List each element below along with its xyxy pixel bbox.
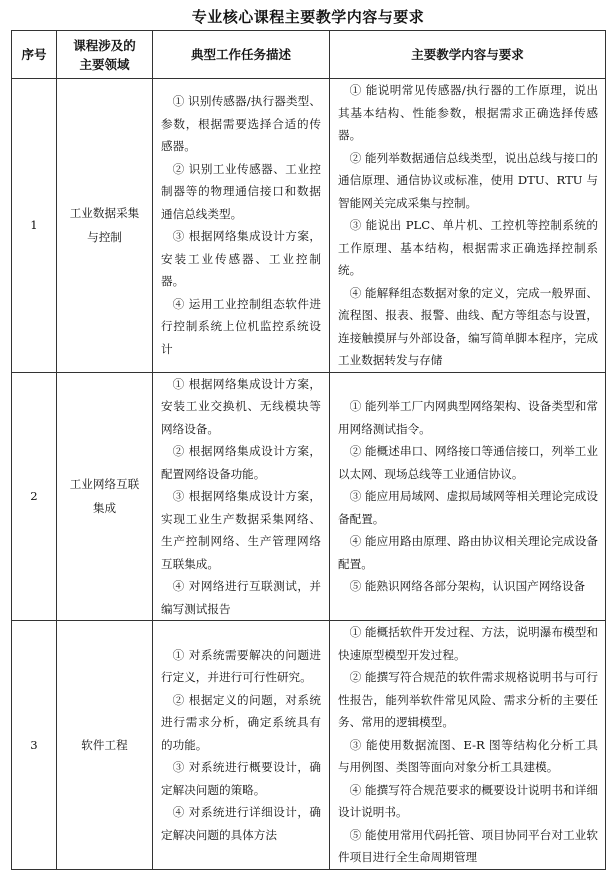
table-title: 专业核心课程主要教学内容与要求 xyxy=(191,8,425,26)
header-domain xyxy=(57,31,153,79)
task-item: ③ 对系统进行概要设计，确定解决问题的策略。 xyxy=(161,760,321,797)
content-item: ② 能撰写符合规范的软件需求规格说明书与可行性报告，能列举软件常见风险、需求分析的主要任务、常用的逻辑模型。 xyxy=(338,670,598,729)
task-item: ④ 对网络进行互联测试，并编写测试报告 xyxy=(161,579,321,616)
content-item: ② 能列举数据通信总线类型，说出总线与接口的通信原理、通信协议或标准，使用 DTU、RTU 与智能网关完成采集与控制。 xyxy=(338,150,598,210)
content-item: ① 能说明常见传感器/执行器的工作原理，说出其基本结构、性能参数，根据需求正确选择传感器。 xyxy=(338,83,598,142)
content-item: ① 能概括软件开发过程、方法，说明瀑布模型和快速原型模型开发过程。 xyxy=(338,625,598,662)
row-domain-line1: 工业网络互联 xyxy=(69,477,140,492)
content-item: ⑤ 能熟识网络各部分架构，认识国产网络设备 xyxy=(349,579,586,593)
content-item: ③ 能应用局域网、虚拟局域网等相关理论完成设备配置。 xyxy=(338,489,598,526)
task-item: ④ 对系统进行详细设计，确定解决问题的具体方法 xyxy=(161,805,321,842)
task-item: ① 识别传感器/执行器类型、参数，根据需要选择合适的传感器。 xyxy=(161,94,321,154)
task-item: ① 根据网络集成设计方案，安装工业交换机、无线模块等网络设备。 xyxy=(161,376,321,436)
content-item: ② 能概述串口、网络接口等通信接口，列举工业以太网、现场总线等工业通信协议。 xyxy=(338,444,598,481)
row-seq: 3 xyxy=(12,621,57,870)
row-domain-line2: 集成 xyxy=(92,501,117,516)
content-item: ④ 能撰写符合规范要求的概要设计说明书和详细设计说明书。 xyxy=(338,782,598,819)
table-row xyxy=(12,79,606,373)
task-item: ③ 根据网络集成设计方案，实现工业生产数据采集网络、生产控制网络、生产管理网络互联集成。 xyxy=(161,489,321,571)
header-row xyxy=(12,31,606,79)
table-row xyxy=(12,372,606,621)
header-seq: 序号 xyxy=(12,31,57,79)
header-content: 主要教学内容与要求 xyxy=(330,31,606,79)
content-item: ③ 能使用数据流图、E-R 图等结构化分析工具与用例图、类图等面向对象分析工具建模。 xyxy=(338,737,598,774)
task-item: ② 识别工业传感器、工业控制器等的物理通信接口和数据通信总线类型。 xyxy=(161,161,321,221)
row-domain-line1: 工业数据采集 xyxy=(69,206,140,221)
header-domain-line1: 课程涉及的 xyxy=(73,37,136,53)
content-item: ③ 能说出 PLC、单片机、工控机等控制系统的工作原理、基本结构，根据需求正确选择控制系统。 xyxy=(338,218,598,277)
row-seq: 1 xyxy=(12,79,57,373)
task-item: ④ 运用工业控制组态软件进行控制系统上位机监控系统设计 xyxy=(161,296,321,356)
content-item: ④ 能解释组态数据对象的定义，完成一般界面、流程图、报表、报警、曲线、配方等组态与设置，连接触摸屏与外部设备，编写简单脚本程序，完成工业数据转发与存储 xyxy=(338,285,598,367)
row-domain xyxy=(57,621,153,870)
course-table xyxy=(11,30,606,870)
row-seq: 2 xyxy=(12,372,57,621)
content-item: ⑤ 能使用常用代码托管、项目协同平台对工业软件项目进行全生命周期管理 xyxy=(338,827,598,864)
header-tasks: 典型工作任务描述 xyxy=(153,31,330,79)
content-item: ① 能列举工厂内网典型网络架构、设备类型和常用网络测试指令。 xyxy=(338,399,598,436)
row-tasks xyxy=(153,372,330,621)
row-tasks xyxy=(153,79,330,373)
row-domain xyxy=(57,372,153,621)
row-content xyxy=(330,621,606,870)
task-item: ① 对系统需要解决的问题进行定义，并进行可行性研究。 xyxy=(161,647,321,684)
content-item: ④ 能应用路由原理、路由协议相关理论完成设备配置。 xyxy=(338,534,598,571)
header-domain-line2: 主要领域 xyxy=(79,56,130,72)
row-tasks xyxy=(153,621,330,870)
task-item: ② 根据网络集成设计方案，配置网络设备功能。 xyxy=(161,444,321,481)
table-row xyxy=(12,621,606,870)
row-content xyxy=(330,79,606,373)
row-content xyxy=(330,372,606,621)
task-item: ② 根据定义的问题，对系统进行需求分析，确定系统具有的功能。 xyxy=(161,692,321,752)
row-domain-line1: 软件工程 xyxy=(81,737,128,752)
task-item: ③ 根据网络集成设计方案，安装工业传感器、工业控制器。 xyxy=(161,229,321,289)
row-domain xyxy=(57,79,153,373)
row-domain-line2: 与控制 xyxy=(87,230,122,245)
